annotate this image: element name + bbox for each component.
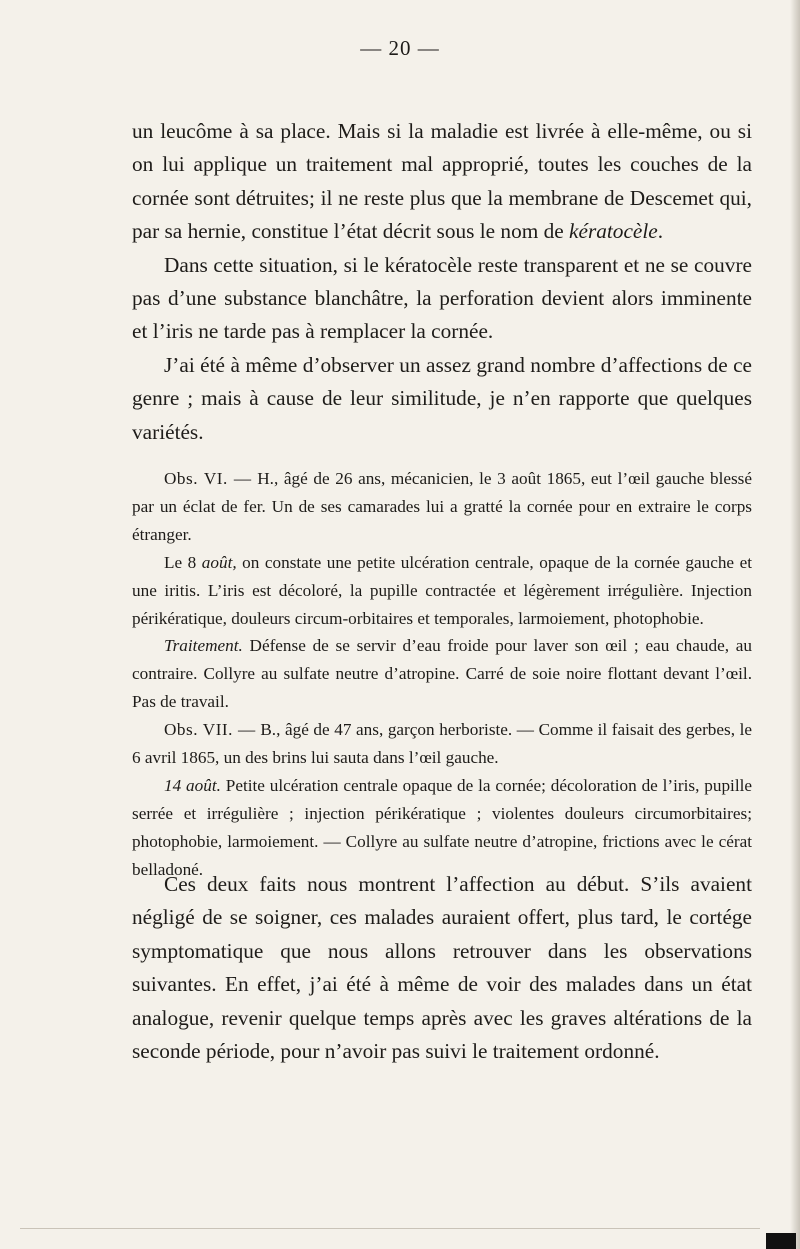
obs6-treatment-label: Traitement. (164, 636, 243, 656)
obs7-paragraph-2 (132, 772, 752, 884)
obs7-paragraph-1 (132, 716, 752, 772)
obs6-treatment-text: Défense de se servir d’eau froide pour laver son œil ; eau chaude, au contraire. Collyre au sulfate neutre d’atropine. Carré de soie noire flottant devant l’œil. Pas de travail. (132, 636, 752, 712)
obs6-text-1: H., âgé de 26 ans, mécanicien, le 3 août 1865, eut l’œil gauche blessé par un éclat de fer. Un de ses camarades lui a gratté la cornée pour en extraire le corps étranger. (132, 469, 752, 544)
intro-paragraphs (132, 115, 752, 449)
obs6-paragraph-1 (132, 465, 752, 549)
obs6-date: août, (201, 552, 237, 572)
paragraph-3: J’ai été à même d’observer un assez grand nombre d’affections de ce genre ; mais à cause de leur similitude, je n’en rapporte que quelques variétés. (132, 352, 752, 444)
obs6-paragraph-3 (132, 632, 752, 716)
keratocele-term: kératocèle (569, 219, 658, 244)
paragraph-1-end: . (657, 219, 664, 244)
scan-corner-mark (766, 1233, 796, 1249)
page-edge-shadow (790, 0, 800, 1249)
paragraph-4: Ces deux faits nous montrent l’affection au début. S’ils avaient négligé de se soigner, ces malades auraient offert, plus tard, le cortége symptomatique que nous allons retrouver dans les observations suivantes. En effet, j’ai été à même de voir des malades dans un état analogue, revenir quelque temps après avec les graves altérations de la seconde période, pour n’avoir pas suivi le traitement ordonné. (132, 872, 752, 1064)
paragraph-1-text: un leucôme à sa place. Mais si la maladie est livrée à elle-même, ou si on lui applique un traitement mal approprié, toutes les couches de la cornée sont détruites; il ne reste plus que la membrane de Descemet qui, par sa hernie, constitue l’état décrit sous le nom de (132, 119, 752, 244)
obs7-label: Obs. VII. — (164, 720, 256, 740)
obs7-text-1: B., âgé de 47 ans, garçon herboriste. — Comme il faisait des gerbes, le 6 avril 1865, un des brins lui sauta dans l’œil gauche. (132, 720, 753, 768)
paragraph-2: Dans cette situation, si le kératocèle reste transparent et ne se couvre pas d’une substance blanchâtre, la perforation devient alors imminente et l’iris ne tarde pas à remplacer la cornée. (132, 252, 752, 344)
obs6-text-2-pre: Le 8 (164, 552, 202, 572)
obs6-paragraph-2 (132, 549, 752, 633)
observations (132, 465, 752, 884)
page-number: — 20 — (360, 36, 440, 60)
obs7-date: 14 août. (164, 775, 221, 795)
obs6-text-2: on constate une petite ulcération centrale, opaque de la cornée gauche et une iritis. L’iris est décoloré, la pupille contractée et légèrement irrégulière. Injection périkératique, douleurs circum-orbitaires et temporales, larmoiement, photophobie. (132, 552, 752, 628)
paragraph-1 (132, 115, 752, 249)
obs6-label: Obs. VI. — (164, 469, 252, 488)
closing-paragraph-block (132, 868, 752, 1068)
obs7-text-2: Petite ulcération centrale opaque de la cornée; décoloration de l’iris, pupille serrée et irrégulière ; injection périkératique ; violentes douleurs circumorbitaires; photophobie, larmoiement. — Collyre au sulfate neutre d’atropine, frictions avec le cérat belladoné. (132, 775, 752, 879)
bottom-rule (20, 1228, 760, 1229)
